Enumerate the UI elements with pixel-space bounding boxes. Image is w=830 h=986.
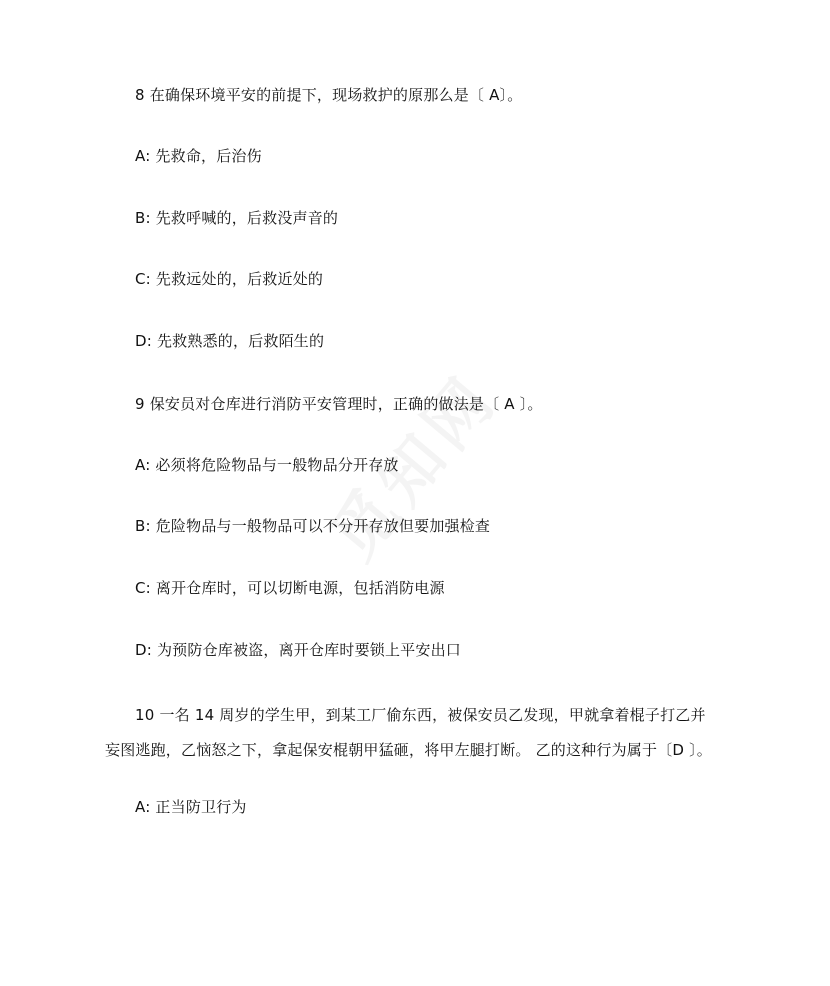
question-10-option-a: A: 正当防卫行为 [135, 798, 247, 816]
question-8-stem: 8 在确保环境平安的前提下，现场救护的原那么是〔 A〕。 [135, 86, 523, 104]
question-8-option-a: A: 先救命，后治伤 [135, 147, 262, 165]
question-9-option-d: D: 为预防仓库被盗，离开仓库时要锁上平安出口 [135, 641, 461, 659]
question-8-option-b: B: 先救呼喊的，后救没声音的 [135, 209, 339, 227]
question-9-stem: 9 保安员对仓库进行消防平安管理时，正确的做法是〔 A 〕。 [135, 395, 543, 413]
question-8-option-d: D: 先救熟悉的，后救陌生的 [135, 332, 325, 350]
question-10-stem-line-2: 妄图逃跑，乙恼怒之下，拿起保安棍朝甲猛砸，将甲左腿打断。 乙的这种行为属于〔D 〕。 [105, 741, 712, 759]
question-9-option-c: C: 离开仓库时，可以切断电源，包括消防电源 [135, 579, 445, 597]
question-10-stem-line-1: 10 一名 14 周岁的学生甲，到某工厂偷东西，被保安员乙发现，甲就拿着棍子打乙并 [135, 706, 706, 724]
question-9-option-b: B: 危险物品与一般物品可以不分开存放但要加强检查 [135, 517, 491, 535]
question-9-option-a: A: 必须将危险物品与一般物品分开存放 [135, 456, 399, 474]
question-8-option-c: C: 先救远处的，后救近处的 [135, 270, 324, 288]
